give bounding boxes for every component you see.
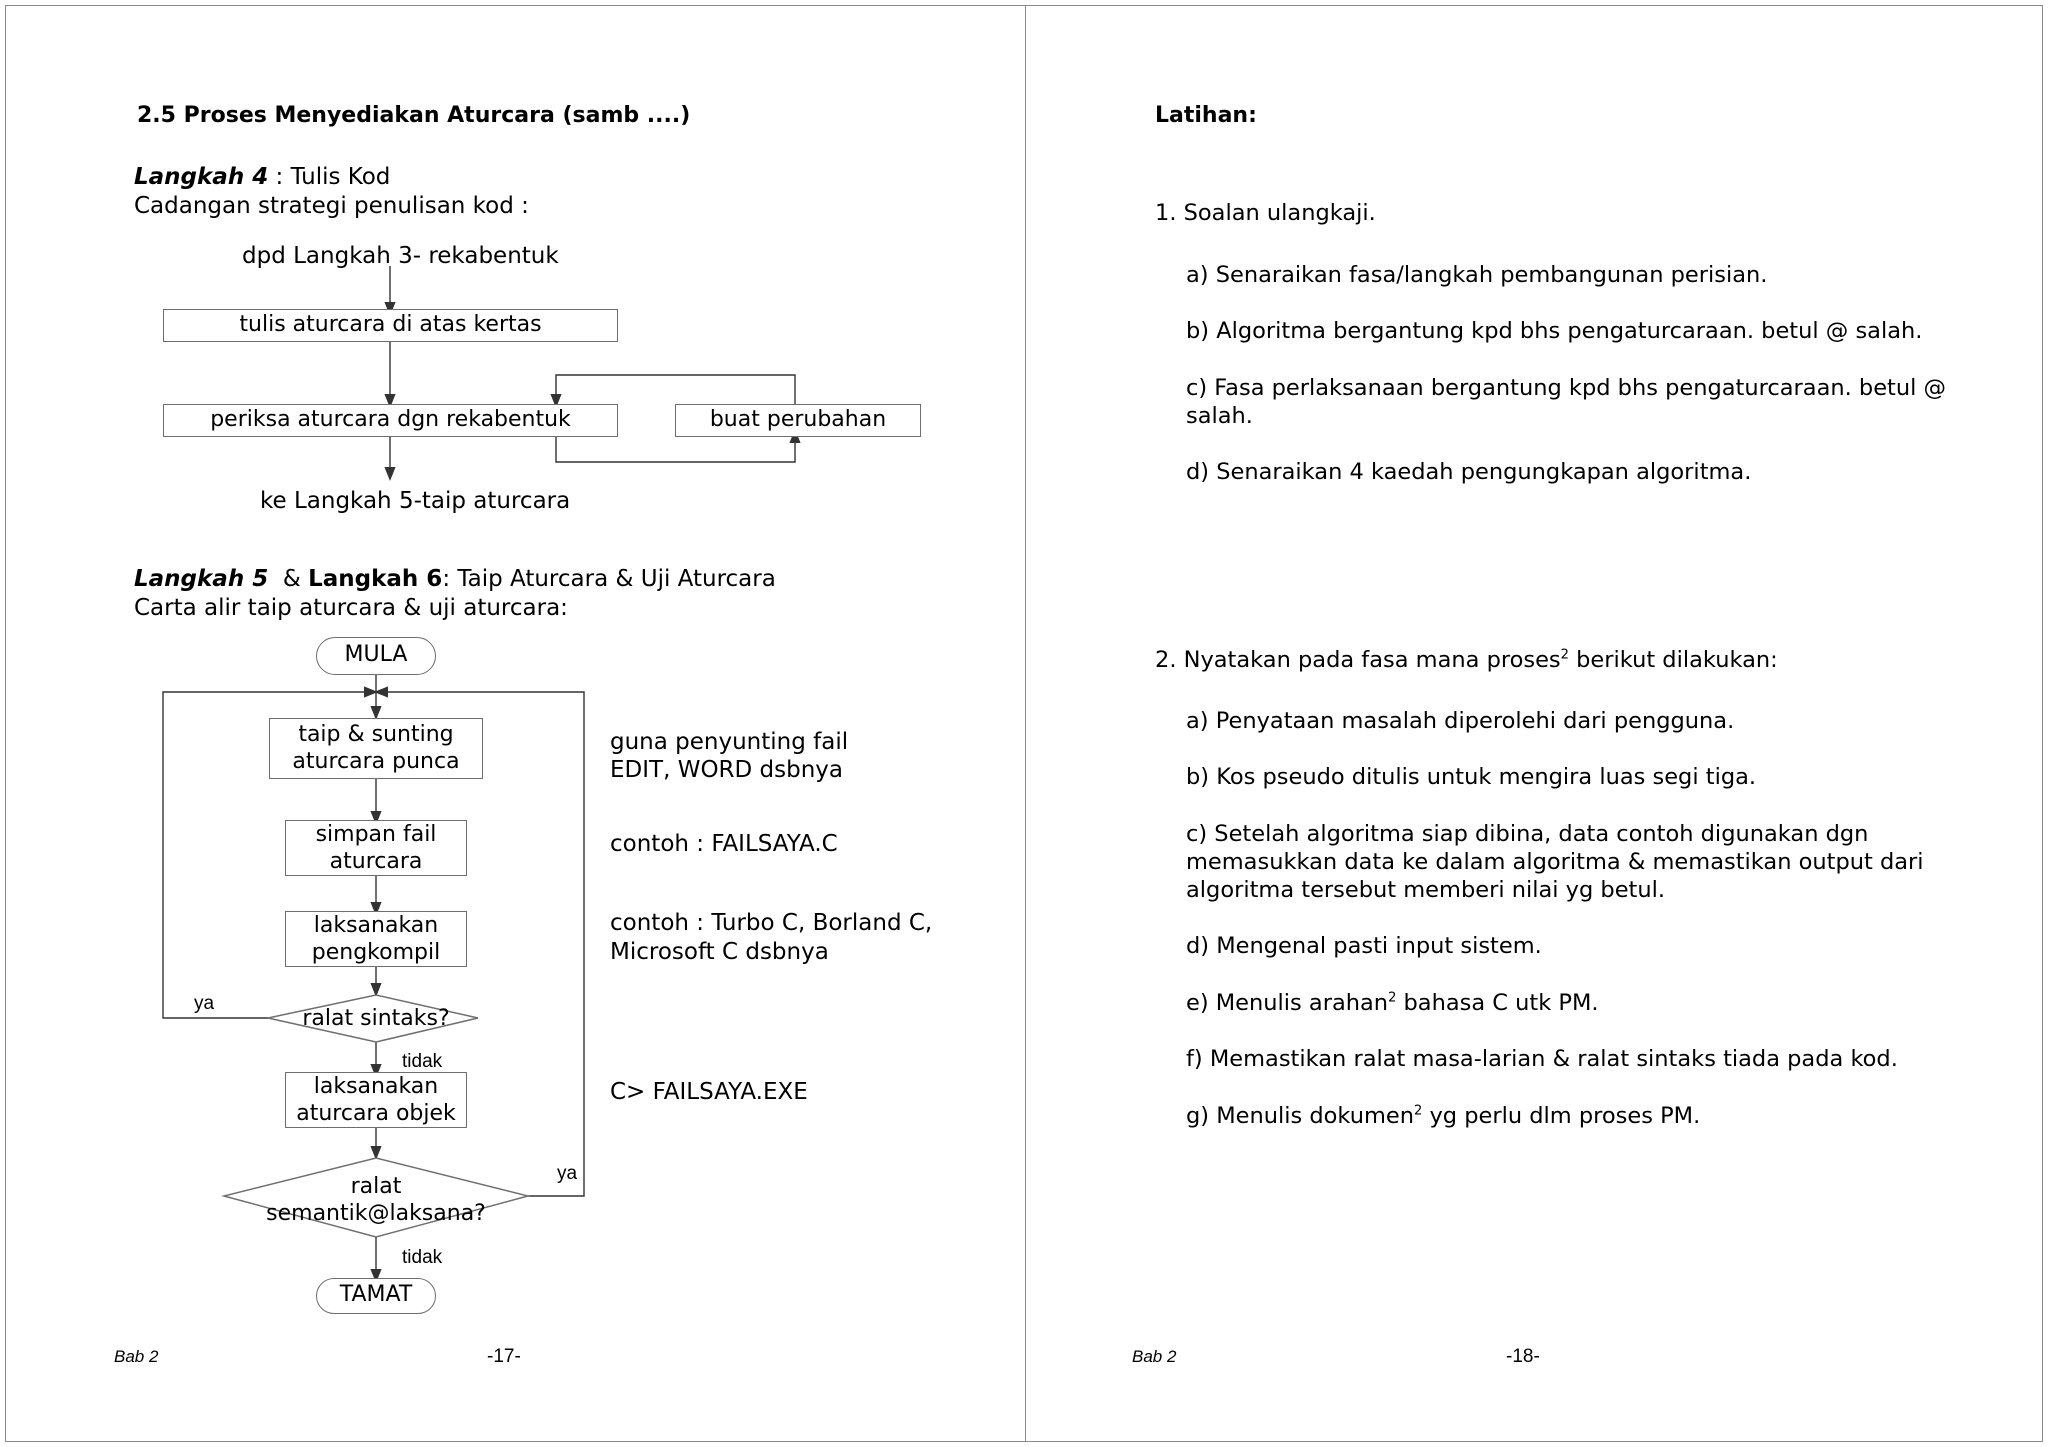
- step56-title: : Taip Aturcara & Uji Aturcara: [442, 566, 776, 592]
- flow-start-mula: MULA: [316, 637, 436, 675]
- section-heading: 2.5 Proses Menyediakan Aturcara (samb ....): [137, 103, 691, 128]
- q2-title-pre: 2. Nyatakan pada fasa mana proses: [1155, 647, 1561, 673]
- footer-page-number: -18-: [1506, 1346, 1540, 1367]
- q2-g-post: yg perlu dlm proses PM.: [1422, 1103, 1701, 1129]
- step56-amp: &: [282, 566, 309, 592]
- step6-label: Langkah 6: [308, 566, 443, 592]
- flow-run-object: [285, 1072, 467, 1128]
- flow-semantic-yes-label: ya: [557, 1163, 578, 1184]
- flow-end-tamat: TAMAT: [316, 1278, 436, 1314]
- q2-g: [1186, 1102, 1700, 1130]
- q2-e-sup: 2: [1388, 990, 1397, 1006]
- q2-a: a) Penyataan masalah diperolehi dari pengguna.: [1186, 708, 1735, 734]
- flow-run-compiler-line1: laksanakan: [313, 913, 439, 938]
- step4-title: Tulis Kod: [290, 164, 391, 190]
- note-filename: contoh : FAILSAYA.C: [610, 831, 838, 857]
- q1-a: a) Senaraikan fasa/langkah pembangunan perisian.: [1186, 262, 1768, 288]
- box-make-changes: buat perubahan: [675, 404, 921, 437]
- step4-end-text: ke Langkah 5-taip aturcara: [260, 488, 571, 514]
- flow-decision-semantic-line1: ralat: [350, 1174, 402, 1199]
- note-exe: C> FAILSAYA.EXE: [610, 1079, 808, 1105]
- step4-label: Langkah 4: [134, 164, 269, 190]
- box-check-with-design: periksa aturcara dgn rekabentuk: [163, 404, 618, 437]
- footer-chapter: Bab 2: [114, 1347, 159, 1366]
- q2-title-post: berikut dilakukan:: [1568, 647, 1778, 673]
- page-18: [1025, 5, 2043, 1442]
- step56-subtitle: Carta alir taip aturcara & uji aturcara:: [134, 595, 568, 621]
- step4-sep: :: [268, 164, 291, 190]
- note-editor-line1: guna penyunting fail: [610, 729, 849, 755]
- flow-save-file: [285, 820, 467, 876]
- flow-run-object-line2: aturcara objek: [296, 1101, 456, 1126]
- q2-f: f) Memastikan ralat masa-larian & ralat sintaks tiada pada kod.: [1186, 1046, 1898, 1072]
- step4-start-text: dpd Langkah 3- rekabentuk: [242, 243, 559, 269]
- q2-c-line1: c) Setelah algoritma siap dibina, data contoh digunakan dgn: [1186, 821, 1869, 847]
- footer-chapter: Bab 2: [1132, 1347, 1177, 1366]
- flow-edit-source-line2: aturcara punca: [292, 749, 460, 774]
- box-write-on-paper: tulis aturcara di atas kertas: [163, 309, 618, 342]
- page-17: [5, 5, 1026, 1442]
- flow-decision-semantic-line2: semantik@laksana?: [266, 1201, 486, 1226]
- q2-c-line2: memasukkan data ke dalam algoritma & memastikan output dari: [1186, 849, 1924, 875]
- flow-edit-source-line1: taip & sunting: [298, 722, 454, 747]
- note-editor-line2: EDIT, WORD dsbnya: [610, 757, 844, 783]
- flow-run-object-line1: laksanakan: [313, 1074, 439, 1099]
- q2-g-pre: g) Menulis dokumen: [1186, 1103, 1415, 1129]
- q2-e-post: bahasa C utk PM.: [1396, 990, 1599, 1016]
- q1-c-line2: salah.: [1186, 403, 1253, 429]
- exercise-heading: Latihan:: [1155, 103, 1257, 128]
- step4-diagram-lines: [6, 6, 1027, 1443]
- flow-save-file-line2: aturcara: [329, 849, 423, 874]
- flow-semantic-no-label: tidak: [402, 1247, 443, 1268]
- q2-title-sup: 2: [1560, 647, 1569, 663]
- flow-run-compiler-line2: pengkompil: [311, 940, 441, 965]
- step56-heading: [134, 565, 776, 593]
- q1-title: 1. Soalan ulangkaji.: [1155, 200, 1376, 226]
- q2-e: [1186, 989, 1599, 1017]
- q1-c-line1: c) Fasa perlaksanaan bergantung kpd bhs pengaturcaraan. betul @: [1186, 375, 1947, 401]
- footer-page-number: -17-: [487, 1346, 521, 1367]
- step5-label: Langkah 5: [134, 566, 269, 592]
- q2-e-pre: e) Menulis arahan: [1186, 990, 1389, 1016]
- flow-decision-syntax-error: ralat sintaks?: [302, 1006, 450, 1031]
- flow-syntax-no-label: tidak: [402, 1051, 443, 1072]
- q1-b: b) Algoritma bergantung kpd bhs pengaturcaraan. betul @ salah.: [1186, 318, 1923, 344]
- flow-decision-semantic-error: [236, 1173, 516, 1227]
- q2-b: b) Kos pseudo ditulis untuk mengira luas segi tiga.: [1186, 764, 1757, 790]
- flow-edit-source: [269, 718, 483, 779]
- q1-d: d) Senaraikan 4 kaedah pengungkapan algoritma.: [1186, 459, 1752, 485]
- q2-title: [1155, 646, 1778, 674]
- flow-syntax-yes-label: ya: [194, 993, 215, 1014]
- note-compilers-line2: Microsoft C dsbnya: [610, 939, 829, 965]
- flow-run-compiler: [285, 911, 467, 967]
- step4-subtitle: Cadangan strategi penulisan kod :: [134, 193, 529, 219]
- note-compilers-line1: contoh : Turbo C, Borland C,: [610, 910, 933, 936]
- flow-save-file-line1: simpan fail: [315, 822, 437, 847]
- q2-c-line3: algoritma tersebut memberi nilai yg betul.: [1186, 877, 1666, 903]
- q2-g-sup: 2: [1414, 1103, 1423, 1119]
- q2-d: d) Mengenal pasti input sistem.: [1186, 933, 1542, 959]
